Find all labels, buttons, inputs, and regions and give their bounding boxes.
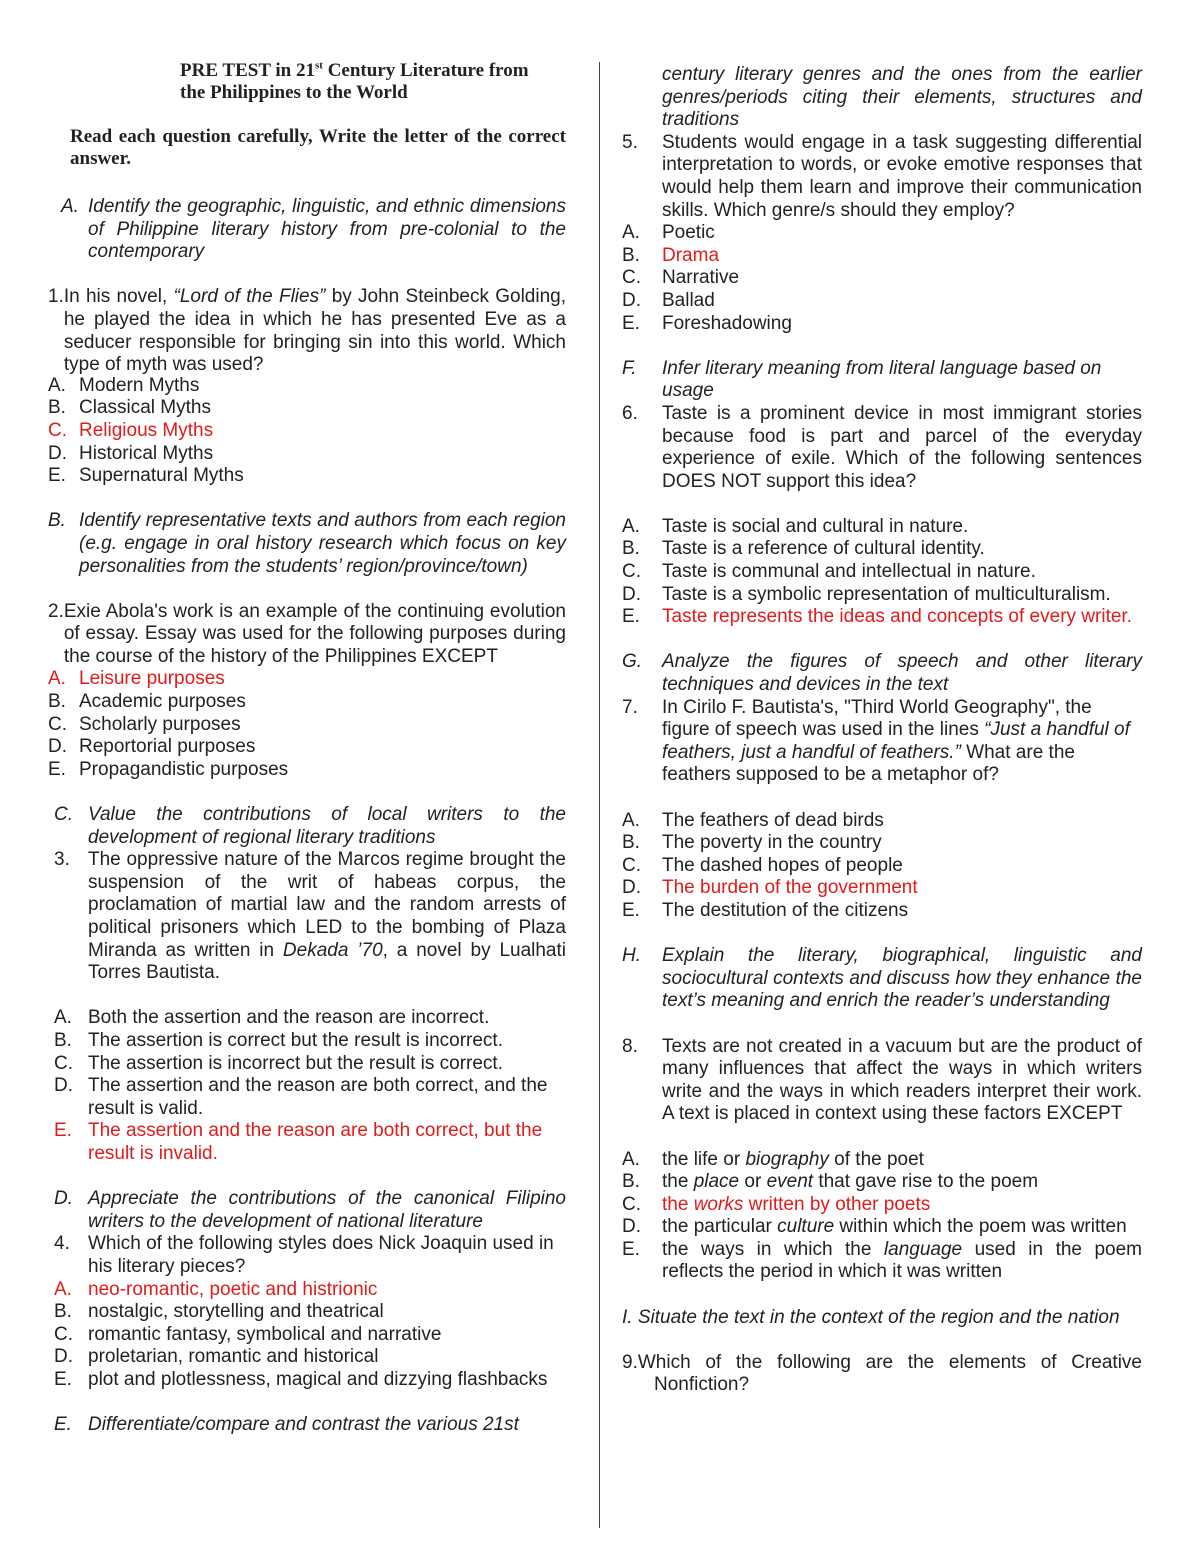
q4-option-b[interactable] — [54, 1301, 566, 1324]
question-4 — [54, 1233, 566, 1278]
text-q5-text: Students would engage in a task suggesting differential interpretation to words, or evoke emotive responses that would help them learn and improve their communication skills. Which genre/s should they employ? — [662, 131, 1142, 221]
text-q7-options-3-label: D. — [622, 877, 641, 899]
text-q8-options-0-pre: the life or — [662, 1148, 746, 1170]
q2-option-e[interactable] — [48, 759, 566, 782]
text-sectionI-text: Situate the text in the context of the region and the nation — [637, 1306, 1120, 1328]
text-q1-options-3-label: D. — [48, 442, 67, 464]
text-sectionA-label: A. — [61, 196, 79, 217]
text-sectionG-label: G. — [622, 651, 643, 673]
text-q7-options-0-text: The feathers of dead birds — [662, 809, 884, 831]
text-q7-quote: “Just a handful of feathers, just a handful of feathers.” — [662, 719, 1130, 763]
section-b-heading — [48, 510, 566, 578]
text-q6-text: Taste is a prominent device in most immigrant stories because food is part and parcel of the everyday experience of exile. Which of the following sentences DOES NOT support this idea? — [662, 402, 1142, 492]
q6-option-e[interactable] — [622, 606, 1142, 629]
text-q5-options-0-text: Poetic — [662, 222, 715, 244]
question-6 — [622, 403, 1142, 493]
text-q8-text: Texts are not created in a vacuum but are the product of many influences that affect the ways in which writers write and the ways in which readers interpret their work. A text is placed in context using these factors EXCEPT — [662, 1035, 1142, 1125]
text-q8-options-0-em: biography — [745, 1148, 829, 1170]
text-q2-options-2-text: Scholarly purposes — [79, 713, 241, 735]
text-q8-options-3-em: culture — [777, 1216, 835, 1238]
text-q5-options-2-label: C. — [622, 267, 641, 289]
text-q8-options-3-label: D. — [622, 1216, 641, 1238]
section-d-heading — [54, 1188, 566, 1233]
text-sectionE-label: E. — [54, 1414, 72, 1436]
question-1 — [48, 286, 566, 376]
text-q1-options-2-text: Religious Myths — [79, 419, 214, 441]
q1-option-e[interactable] — [48, 465, 566, 488]
q8-option-d[interactable] — [622, 1216, 1142, 1239]
q8-options — [622, 1149, 1142, 1285]
text-q1-options-1-text: Classical Myths — [79, 397, 211, 419]
text-q5-options-3-text: Ballad — [662, 289, 715, 311]
q5-option-e[interactable] — [622, 313, 1142, 336]
text-q6-options-4-text: Taste represents the ideas and concepts of every writer. — [662, 606, 1132, 628]
q5-option-b[interactable] — [622, 245, 1142, 268]
column-divider — [599, 62, 600, 1528]
q5-option-c[interactable] — [622, 267, 1142, 290]
text-q7-options-1-label: B. — [622, 832, 640, 854]
q4-options — [54, 1279, 566, 1392]
text-title-line1_pre: PRE TEST in 21 — [180, 60, 315, 81]
q6-option-b[interactable] — [622, 538, 1142, 561]
text-q8-options-4-post: used in the poem reflects the period in which it was written — [662, 1238, 1143, 1283]
text-q5-options-1-label: B. — [622, 244, 640, 266]
text-q4-options-4-label: E. — [54, 1368, 72, 1390]
text-q9-text: Which of the following are the elements of Creative Nonfiction? — [637, 1351, 1142, 1396]
text-q4-options-2-label: C. — [54, 1323, 73, 1345]
text-q7-options-4-label: E. — [622, 899, 640, 921]
text-q6-options-4-label: E. — [622, 606, 640, 628]
instructions: Read each question carefully, Write the letter of the correct answer. — [70, 126, 566, 169]
text-q8-options-0-label: A. — [622, 1148, 640, 1170]
text-q1-post: by John Steinbeck Golding, he played the idea in which he has presented Eve as a seducer responsible for bringing sin into this world. Which type of myth was used? — [63, 286, 567, 376]
text-q8-options-1-pre: the — [662, 1171, 694, 1193]
text-q6-options-3-label: D. — [622, 583, 641, 605]
q8-option-c[interactable] — [622, 1194, 1142, 1217]
section-a-heading — [61, 196, 566, 264]
text-sectionG-text: Analyze the figures of speech and other literary techniques and devices in the text — [662, 651, 1142, 696]
right-column — [622, 64, 1142, 1397]
text-title-line1_sup: st — [315, 59, 323, 72]
text-q4-options-3-text: proletarian, romantic and historical — [88, 1346, 379, 1368]
text-title-line1_post: Century Literature from — [322, 60, 529, 81]
q7-option-c[interactable] — [622, 855, 1142, 878]
q3-option-d[interactable] — [54, 1075, 566, 1120]
section-g-heading — [622, 651, 1142, 696]
q3-option-e[interactable] — [54, 1120, 566, 1165]
text-sectionH-label: H. — [622, 945, 641, 967]
text-q6-options-1-label: B. — [622, 538, 640, 560]
text-q2-options-4-text: Propagandistic purposes — [79, 758, 289, 780]
text-q5-options-0-label: A. — [622, 222, 640, 244]
text-q8-options-4-label: E. — [622, 1238, 640, 1260]
q6-option-d[interactable] — [622, 584, 1142, 607]
text-q4-options-2-text: romantic fantasy, symbolical and narrative — [88, 1323, 442, 1345]
text-q4-options-0-text: neo-romantic, poetic and histrionic — [88, 1278, 378, 1300]
text-q2-options-0-label: A. — [48, 668, 66, 690]
text-q4-options-1-text: nostalgic, storytelling and theatrical — [88, 1301, 384, 1323]
text-sectionE-text_left: Differentiate/compare and contrast the various 21st — [88, 1414, 519, 1436]
text-q5-options-3-label: D. — [622, 289, 641, 311]
text-q4-num: 4. — [54, 1233, 70, 1255]
text-q2-options-2-label: C. — [48, 713, 67, 735]
q1-option-a[interactable] — [48, 375, 566, 398]
text-q1-pre: In his novel, — [63, 286, 174, 308]
text-sectionA-text: Identify the geographic, linguistic, and ethnic dimensions of Philippine literary history from pre-colonial to the contemporary — [88, 196, 566, 263]
text-q2-options-1-label: B. — [48, 691, 66, 713]
q3-options — [54, 1007, 566, 1165]
q5-options — [622, 222, 1142, 335]
text-q7-pre: In Cirilo F. Bautista's, "Third World Geography", the figure of speech was used in the lines — [662, 696, 1092, 741]
section-f-heading — [622, 358, 1142, 403]
text-q1-options-2-label: C. — [48, 419, 67, 441]
text-q1-title: “Lord of the Flies” — [173, 286, 326, 308]
text-q8-options-2-label: C. — [622, 1193, 641, 1215]
text-sectionC-text: Value the contributions of local writers to the development of regional literary traditions — [88, 804, 566, 848]
q7-option-e[interactable] — [622, 900, 1142, 923]
section-c-heading — [54, 804, 566, 849]
text-q8-options-3-pre: the particular — [662, 1216, 778, 1238]
text-q7-options-0-label: A. — [622, 809, 640, 831]
text-q3-options-4-label: E. — [54, 1120, 72, 1142]
text-q7-options-4-text: The destitution of the citizens — [662, 899, 909, 921]
text-q5-options-2-text: Narrative — [662, 267, 740, 289]
q7-option-d[interactable] — [622, 877, 1142, 900]
text-q5-options-1-text: Drama — [662, 244, 720, 266]
q5-option-d[interactable] — [622, 290, 1142, 313]
text-q1-options-4-text: Supernatural Myths — [79, 465, 244, 487]
section-e-heading — [54, 1414, 566, 1437]
text-q7-options-2-text: The dashed hopes of people — [662, 854, 903, 876]
text-q5-num: 5. — [622, 131, 638, 153]
q4-option-a[interactable] — [54, 1279, 566, 1302]
text-q6-options-3-text: Taste is a symbolic representation of multiculturalism. — [662, 583, 1111, 605]
text-q4-options-1-label: B. — [54, 1301, 72, 1323]
q8-option-b[interactable] — [622, 1171, 1142, 1194]
question-7 — [622, 697, 1142, 787]
q3-option-c[interactable] — [54, 1053, 566, 1076]
text-q3-options-3-label: D. — [54, 1075, 73, 1097]
text-sectionI-label: I. — [622, 1306, 633, 1328]
question-2 — [48, 601, 566, 669]
text-q1-options-4-label: E. — [48, 465, 66, 487]
text-q6-options-0-text: Taste is social and cultural in nature. — [662, 515, 969, 537]
text-sectionF-text: Infer literary meaning from literal language based on usage — [662, 357, 1102, 402]
text-q7-post: What are the feathers supposed to be a metaphor of? — [662, 741, 1075, 786]
page-title — [180, 60, 566, 104]
text-q8-options-1-label: B. — [622, 1171, 640, 1193]
text-sectionC-label: C. — [54, 804, 73, 826]
text-q3-options-1-text: The assertion is correct but the result is incorrect. — [88, 1029, 503, 1051]
text-sectionB-text: Identify representative texts and authors from each region (e.g. engage in oral history research which focus on key personalities from the students’ region/province/town) — [79, 510, 566, 577]
text-q1-options-0-label: A. — [48, 374, 66, 396]
text-q5-options-4-label: E. — [622, 312, 640, 334]
text-q3-num: 3. — [54, 849, 70, 871]
text-sectionE-text_right: century literary genres and the ones from the earlier genres/periods citing their elements, structures and traditions — [662, 64, 1142, 131]
text-q4-options-3-label: D. — [54, 1346, 73, 1368]
text-q3-options-0-label: A. — [54, 1007, 72, 1029]
q8-option-a[interactable] — [622, 1149, 1142, 1172]
text-q2-text: Exie Abola's work is an example of the continuing evolution of essay. Essay was used for the following purposes during the course of the history of the Philippines EXCEPT — [63, 600, 566, 667]
text-q7-options-3-text: The burden of the government — [662, 877, 918, 899]
text-q2-options-0-text: Leisure purposes — [79, 668, 225, 690]
text-q7-options-2-label: C. — [622, 854, 641, 876]
text-q8-options-2-pre: the — [662, 1193, 694, 1215]
q1-option-d[interactable] — [48, 443, 566, 466]
q1-option-c[interactable] — [48, 420, 566, 443]
q6-option-a[interactable] — [622, 516, 1142, 539]
text-q7-num: 7. — [622, 696, 638, 718]
q1-options — [48, 375, 566, 488]
q7-option-b[interactable] — [622, 832, 1142, 855]
text-q3-options-2-label: C. — [54, 1052, 73, 1074]
text-q8-options-3-post: within which the poem was written — [834, 1216, 1127, 1238]
q2-option-a[interactable] — [48, 668, 566, 691]
q6-option-c[interactable] — [622, 561, 1142, 584]
text-q2-num: 2. — [48, 600, 64, 622]
text-q2-options-3-label: D. — [48, 736, 67, 758]
q1-option-b[interactable] — [48, 397, 566, 420]
section-i-heading — [622, 1307, 1142, 1330]
text-q1-options-1-label: B. — [48, 397, 66, 419]
text-q3-pre: The oppressive nature of the Marcos regime brought the suspension of the writ of habeas corpus, the proclamation of martial law and the random arrests of political prisoners which LED to the bombing of Plaza Miranda as written in — [88, 849, 566, 961]
q5-option-a[interactable] — [622, 222, 1142, 245]
question-9 — [622, 1352, 1142, 1397]
q4-option-e[interactable] — [54, 1369, 566, 1392]
text-q3-options-1-label: B. — [54, 1029, 72, 1051]
q8-option-e[interactable] — [622, 1239, 1142, 1284]
left-column — [48, 60, 566, 1437]
text-q8-options-4-pre: the ways in which the — [662, 1238, 884, 1260]
text-q7-options-1-text: The poverty in the country — [662, 832, 882, 854]
text-sectionB-label: B. — [48, 510, 66, 532]
text-q3-options-3-text: The assertion and the reason are both correct, and the result is valid. — [88, 1075, 548, 1119]
text-q2-options-1-text: Academic purposes — [79, 691, 246, 713]
text-q3-options-0-text: Both the assertion and the reason are incorrect. — [88, 1007, 490, 1029]
question-5 — [622, 132, 1142, 222]
q7-option-a[interactable] — [622, 810, 1142, 833]
section-e-continued — [622, 64, 1142, 132]
q4-option-c[interactable] — [54, 1324, 566, 1347]
text-q6-options-2-label: C. — [622, 561, 641, 583]
text-q8-options-4-em: language — [883, 1238, 963, 1260]
text-q4-options-0-label: A. — [54, 1278, 72, 1300]
text-q8-num: 8. — [622, 1035, 638, 1057]
text-q3-options-4-text: The assertion and the reason are both correct, but the result is invalid. — [88, 1120, 543, 1164]
text-q8-options-1-em: place — [693, 1171, 740, 1193]
text-q4-options-4-text: plot and plotlessness, magical and dizzying flashbacks — [88, 1368, 548, 1390]
q2-option-b[interactable] — [48, 691, 566, 714]
text-q6-num: 6. — [622, 402, 638, 424]
question-3 — [54, 849, 566, 985]
text-q8-options-1-post: that gave rise to the poem — [813, 1171, 1039, 1193]
text-q3-title: Dekada ’70 — [282, 939, 383, 961]
text-q8-options-0-post: of the poet — [828, 1148, 924, 1170]
text-q2-options-4-label: E. — [48, 758, 66, 780]
text-q6-options-2-text: Taste is communal and intellectual in nature. — [662, 561, 1036, 583]
q2-option-d[interactable] — [48, 736, 566, 759]
text-title-line2: the Philippines to the World — [180, 82, 408, 103]
text-q5-options-4-text: Foreshadowing — [662, 312, 792, 334]
text-q6-options-1-text: Taste is a reference of cultural identity. — [662, 538, 985, 560]
section-h-heading — [622, 945, 1142, 1013]
q2-option-c[interactable] — [48, 714, 566, 737]
text-q9-num: 9. — [622, 1351, 638, 1373]
text-q8-options-1-mid: or — [739, 1171, 767, 1193]
text-q1-num: 1. — [48, 286, 64, 308]
q6-options — [622, 516, 1142, 629]
q7-options — [622, 810, 1142, 923]
text-sectionD-text: Appreciate the contributions of the canonical Filipino writers to the development of national literature — [88, 1188, 566, 1232]
text-q3-options-2-text: The assertion is incorrect but the result is correct. — [88, 1052, 503, 1074]
q3-option-a[interactable] — [54, 1007, 566, 1030]
text-q2-options-3-text: Reportorial purposes — [79, 736, 256, 758]
text-q8-options-1-em2: event — [766, 1171, 814, 1193]
text-sectionH-text: Explain the literary, biographical, linguistic and sociocultural contexts and discuss how they enhance the text’s meaning and enrich the reader’s understanding — [662, 945, 1142, 1012]
text-q8-options-2-post: written by other poets — [743, 1193, 931, 1215]
text-q1-options-0-text: Modern Myths — [79, 374, 200, 396]
text-sectionF-label: F. — [622, 357, 637, 379]
text-q1-options-3-text: Historical Myths — [79, 442, 214, 464]
text-q8-options-2-em: works — [693, 1193, 744, 1215]
text-q6-options-0-label: A. — [622, 515, 640, 537]
text-sectionD-label: D. — [54, 1188, 73, 1210]
text-q4-text: Which of the following styles does Nick Joaquin used in his literary pieces? — [88, 1233, 554, 1277]
text-q3-post: , a novel by Lualhati Torres Bautista. — [88, 939, 566, 984]
q4-option-d[interactable] — [54, 1346, 566, 1369]
question-8 — [622, 1036, 1142, 1126]
q2-options — [48, 668, 566, 781]
q3-option-b[interactable] — [54, 1030, 566, 1053]
